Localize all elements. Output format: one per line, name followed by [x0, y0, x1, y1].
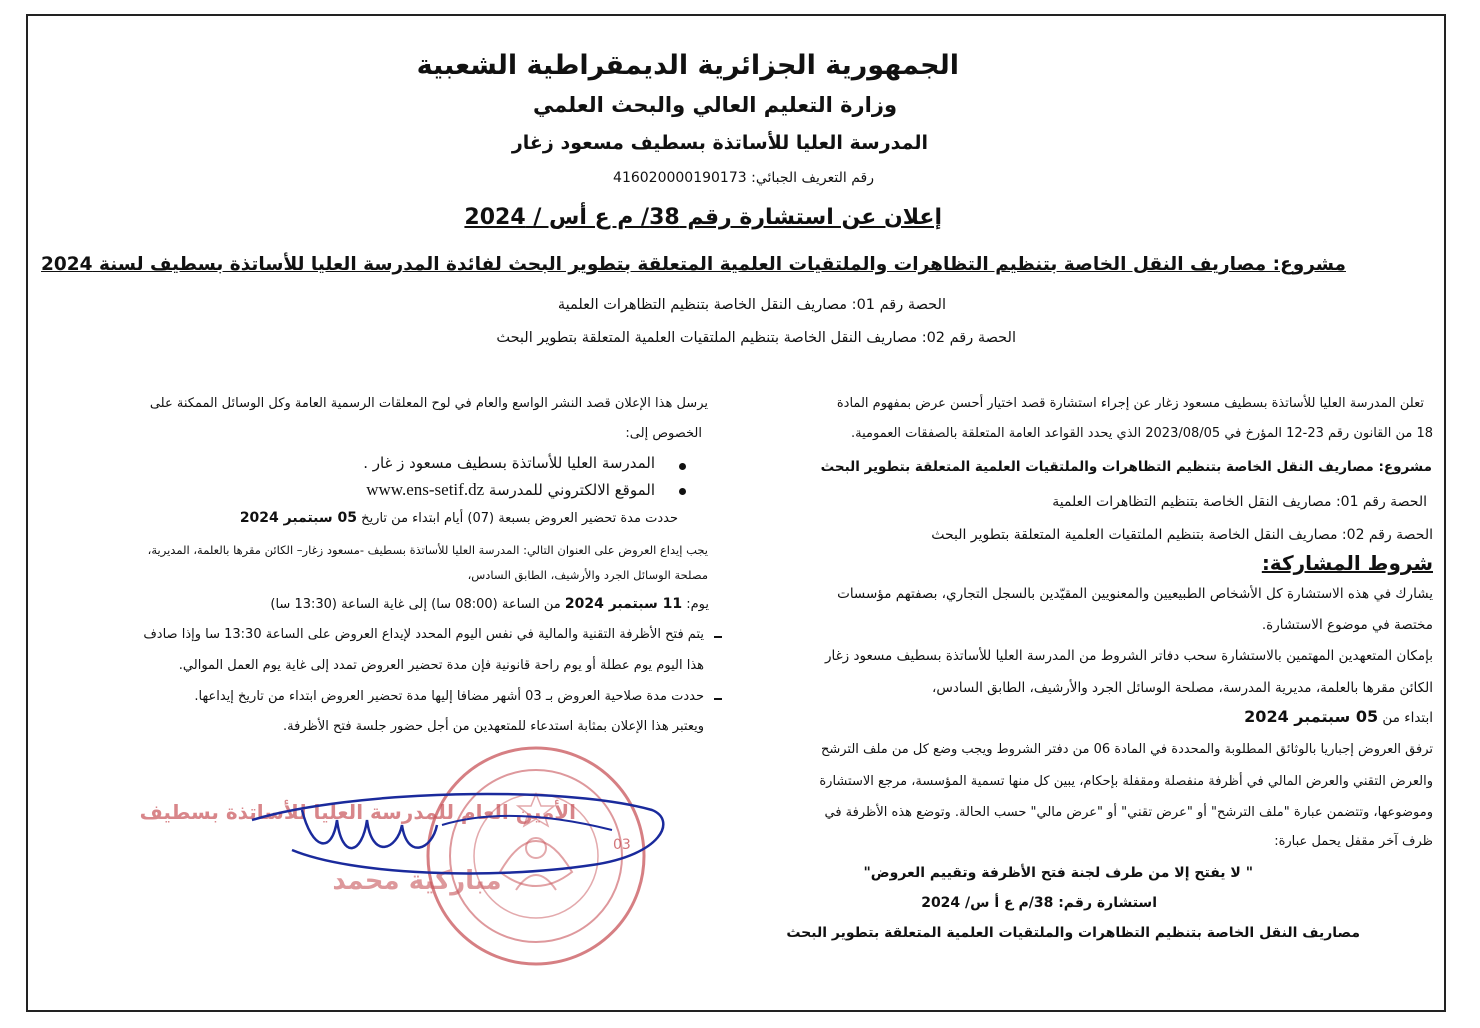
validity-line-2: ويعتبر هذا الإعلان بمثابة استدعاء للمتعهدين من أجل حضور جلسة فتح الأظرفة. [283, 719, 704, 734]
condition-2-line-3 [1244, 708, 1433, 727]
signer-name-stamp: مباركية محمد [332, 866, 502, 896]
opening-line-1: يتم فتح الأظرفة التقنية والمالية في نفس اليوم المحدد لإيداع العروض على الساعة 13:30 سا وإذا صادف [143, 627, 704, 642]
condition-1-line-2: مختصة في موضوع الاستشارة. [1261, 617, 1433, 633]
website-link[interactable]: www.ens-setif.dz [366, 480, 485, 499]
right-lot-2: الحصة رقم 02: مصاريف النقل الخاصة بتنظيم الملتقيات العلمية المتعلقة بتطوير البحث [931, 527, 1433, 543]
school-heading: المدرسة العليا للأساتذة بسطيف مسعود زغار [511, 132, 928, 154]
right-lot-1: الحصة رقم 01: مصاريف النقل الخاصة بتنظيم التظاهرات العلمية [1052, 494, 1427, 510]
recipient-website [366, 480, 655, 500]
announcement-title: إعلان عن استشارة رقم 38/ م ع أس / 2024 [464, 205, 942, 230]
deposit-line-2: مصلحة الوسائل الجرد والأرشيف، الطابق السادس، [467, 568, 708, 582]
publish-line-2: الخصوص إلى: [625, 426, 702, 441]
offers-line-2: والعرض التقني والعرض المالي في أظرفة منفصلة ومقفلة بإحكام، يبين كل منها تسمية المؤسسة، مرجع الاستشارة [819, 774, 1433, 789]
intro-line-1: تعلن المدرسة العليا للأساتذة بسطيف مسعود زغار عن إجراء استشارة قصد اختيار أحسن عرض بمفهوم المادة [836, 396, 1424, 411]
condition-2-line-1: بإمكان المتعهدين المهتمين بالاستشارة سحب دفاتر الشروط من المدرسة العليا للأساتذة بسطيف مسعود زغار [824, 648, 1433, 664]
deposit-line-1: يجب إيداع العروض على العنوان التالي: المدرسة العليا للأساتذة بسطيف -مسعود زغار– الكائن مقرها بالعلمة، المديرية، [147, 543, 708, 557]
offers-line-1: ترفق العروض إجباريا بالوثائق المطلوبة والمحددة في المادة 06 من دفتر الشروط ويجب وضع كل من ملف الترشح [820, 742, 1433, 757]
seal-number: 03 [613, 837, 631, 853]
envelope-quote: " لا يفتح إلا من طرف لجنة فتح الأظرفة وتقييم العروض" [863, 865, 1253, 881]
intro-line-2: 18 من القانون رقم 23-12 المؤرخ في 2023/08/05 الذي يحدد القواعد العامة المتعلقة بالصفقات العمومية. [850, 426, 1433, 441]
deadline-date: 05 سبتمبر 2024 [239, 510, 358, 526]
start-date: 05 سبتمبر 2024 [1244, 707, 1379, 726]
dash-1 [714, 636, 722, 638]
bullet-1 [679, 463, 686, 470]
day-prefix: يوم: [686, 597, 709, 612]
deadline-line [240, 510, 678, 527]
lot-1: الحصة رقم 01: مصاريف النقل الخاصة بتنظيم التظاهرات العلمية [557, 297, 946, 313]
offers-line-3: وموضوعها، وتتضمن عبارة "ملف الترشح" أو "عرض تقني" أو "عرض مالي" حسب الحالة. وتوضع هذه الأظرفة في [824, 805, 1433, 820]
website-label: الموقع الالكتروني للمدرسة [488, 481, 655, 499]
project-subtitle: مشروع: مصاريف النقل الخاصة بتنظيم التظاهرات والملتقيات العلمية المتعلقة بتطوير البحث [820, 459, 1432, 475]
deposit-time: من الساعة (08:00 سا) إلى غاية الساعة (13:30 سا) [270, 597, 561, 612]
envelope-reference: استشارة رقم: 38/م ع أ س/ 2024 [921, 895, 1157, 911]
handwritten-signature [139, 780, 672, 890]
condition-2-line-2: الكائن مقرها بالعلمة، مديرية المدرسة، مصلحة الوسائل الجرد والأرشيف، الطابق السادس، [932, 680, 1433, 696]
conditions-heading: شروط المشاركة: [1261, 551, 1433, 575]
bullet-2 [679, 488, 686, 495]
recipient-school: المدرسة العليا للأساتذة بسطيف مسعود ز غار . [363, 454, 655, 472]
tax-id: رقم التعريف الجبائي: 416020000190173 [613, 170, 874, 186]
deposit-date: 11 سبتمبر 2024 [564, 596, 683, 612]
envelope-subject: مصاريف النقل الخاصة بتنظيم التظاهرات والملتقيات العلمية المتعلقة بتطوير البحث [786, 925, 1360, 941]
republic-heading: الجمهورية الجزائرية الديمقراطية الشعبية [416, 50, 959, 81]
ministry-heading: وزارة التعليم العالي والبحث العلمي [532, 93, 897, 117]
opening-line-2: هذا اليوم يوم عطلة أو يوم راحة قانونية فإن مدة تحضير العروض تمدد إلى غاية يوم العمل الموالي. [178, 658, 704, 673]
start-prefix: ابتداء من [1382, 710, 1433, 726]
dash-2 [714, 698, 722, 700]
validity-line-1: حددت مدة صلاحية العروض بـ 03 أشهر مضافا إليها مدة تحضير العروض ابتداء من تاريخ إيداعها. [194, 689, 704, 704]
condition-1-line-1: يشارك في هذه الاستشارة كل الأشخاص الطبيعيين والمعنويين المقيّدين بالسجل التجاري، بصفتهم مؤسسات [837, 586, 1433, 602]
offers-line-4: ظرف آخر مقفل يحمل عبارة: [1274, 834, 1433, 849]
publish-line-1: يرسل هذا الإعلان قصد النشر الواسع والعام في لوح المعلقات الرسمية العامة وكل الوسائل الممكنة على [149, 396, 708, 411]
lot-2: الحصة رقم 02: مصاريف النقل الخاصة بتنظيم الملتقيات العلمية المتعلقة بتطوير البحث [496, 330, 1016, 346]
deadline-text: حددت مدة تحضير العروض بسبعة (07) أيام ابتداء من تاريخ [361, 511, 678, 526]
signer-title-stamp: الأمين العام للمدرسة العليا للأساتذة بسطيف [139, 800, 576, 824]
deposit-day-line [270, 596, 709, 613]
project-title: مشروع: مصاريف النقل الخاصة بتنظيم التظاهرات والملتقيات العلمية المتعلقة بتطوير البحث لفائدة المدرسة العليا للأساتذة بسطيف لسنة 2024 [41, 254, 1346, 275]
